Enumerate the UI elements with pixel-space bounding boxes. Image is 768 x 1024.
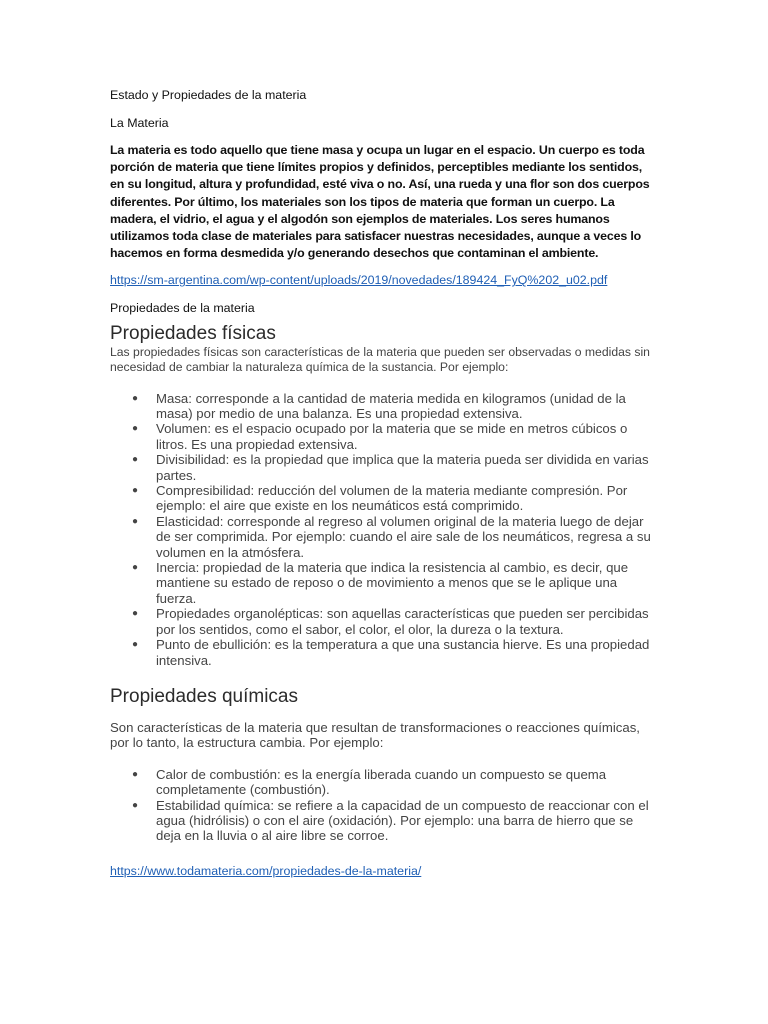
list-item: ● Inercia: propiedad de la materia que indica la resistencia al cambio, es decir, que mantiene su estado de reposo o de movimiento a menos que se le aplique una fuerza. [132,560,629,606]
bullet-icon: ● [132,485,139,497]
source-link-sm-argentina[interactable]: https://sm-argentina.com/wp-content/uploads/2019/novedades/189424_FyQ%202_u02.pdf [110,273,608,288]
document-title: Estado y Propiedades de la materia [110,88,307,102]
list-item: ● Punto de ebullición: es la temperatura a que una sustancia hierve. Es una propiedad intensiva. [132,637,650,668]
list-item: ● Calor de combustión: es la energía liberada cuando un compuesto se quema completamente (combustión). [132,766,607,798]
spacer [110,708,658,720]
list-item: ● Propiedades organolépticas: son aquellas características que pueden ser percibidas por los sentidos, como el sabor, el color, el olor, la dureza o la textura. [132,606,649,637]
spacer [110,844,658,862]
list-item: ● Masa: corresponde a la cantidad de materia medida en kilogramos (unidad de la masa) por medio de una balanza. Es una propiedad extensiva. [132,390,626,422]
intro-paragraph: La materia es todo aquello que tiene masa y ocupa un lugar en el espacio. Un cuerpo es toda porción de materia que tiene límites propios y definidos, perceptibles mediante los sentidos, en su longitud, altura y profundidad, esté viva o no. Así, una rueda y una flor son dos cuerpos diferentes. Por último, los materiales son los tipos de materia que forman un cuerpo. La madera, el vidrio, el agua y el algodón son ejemplos de materiales. Los seres humanos utilizamos toda clase de materiales para satisfacer nuestras necesidades, aunque a veces lo hacemos en forma desmedida y/o generando desechos que contaminan el ambiente. [110,143,650,261]
list-item: ● Elasticidad: corresponde al regreso al volumen original de la materia luego de dejar de ser comprimida. Por ejemplo: cuando el aire sale de los neumáticos, regresa a su volumen en la atmósfera. [132,513,651,560]
spacer [110,668,658,686]
bullet-icon: ● [132,423,139,435]
physical-properties-list [110,391,658,668]
bullet-icon: ● [132,768,139,780]
bullet-icon: ● [132,639,139,651]
bullet-icon: ● [132,392,139,404]
bullet-icon: ● [132,515,139,527]
bullet-icon: ● [132,799,139,811]
list-item: ● Volumen: es el espacio ocupado por la materia que se mide en metros cúbicos o litros. Es una propiedad extensiva. [132,421,628,452]
chemical-properties-list [110,767,658,844]
source-link-todamateria[interactable]: https://www.todamateria.com/propiedades-de-la-materia/ [110,863,422,878]
section-heading-propiedades: Propiedades de la materia [110,301,255,316]
physical-properties-heading: Propiedades físicas [110,323,276,345]
list-item: ● Estabilidad química: se refiere a la capacidad de un compuesto de reaccionar con el agua (hidrólisis) o con el aire (oxidación). Por ejemplo: una barra de hierro que se deja en la lluvia o al aire libre se corroe. [132,797,649,844]
physical-properties-intro: Las propiedades físicas son características de la materia que pueden ser observadas o medidas sin necesidad de cambiar la naturaleza química de la sustancia. Por ejemplo: [110,345,650,375]
bullet-icon: ● [132,608,139,620]
chemical-properties-heading: Propiedades químicas [110,685,298,707]
bullet-icon: ● [132,562,139,574]
document-content [110,86,658,890]
list-item: ● Divisibilidad: es la propiedad que implica que la materia pueda ser dividida en varias partes. [132,452,649,483]
chemical-properties-intro: Son características de la materia que resultan de transformaciones o reacciones químicas, por lo tanto, la estructura cambia. Por ejemplo: [110,719,640,751]
section-heading-la-materia: La Materia [110,116,169,130]
bullet-icon: ● [132,454,139,466]
list-item: ● Compresibilidad: reducción del volumen de la materia mediante compresión. Por ejemplo: el aire que existe en los neumáticos está comprimido. [132,483,628,514]
